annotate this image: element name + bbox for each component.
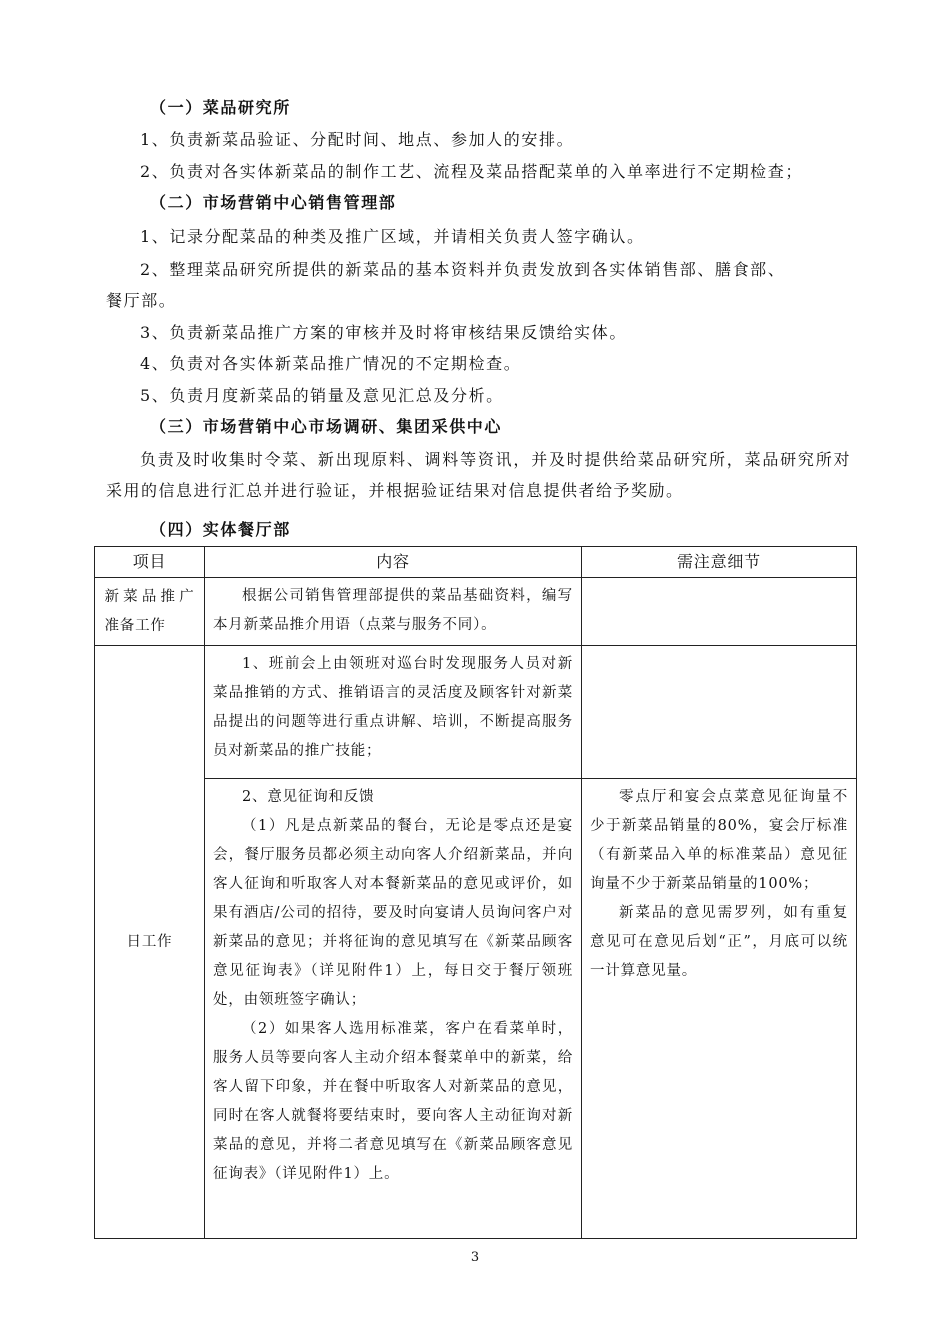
- page-number: 3: [470, 1250, 480, 1265]
- row-1-note: [582, 578, 857, 646]
- row-3-content-title: 2、意见征询和反馈: [242, 789, 375, 805]
- header-content: 内容: [205, 547, 582, 578]
- row-1-content: 根据公司销售管理部提供的菜品基础资料，编写本月新菜品推介用语（点菜与服务不同）。: [205, 578, 582, 646]
- section-2-item-2: 2、整理菜品研究所提供的新菜品的基本资料并负责发放到各实体销售部、膳食部、: [140, 260, 786, 279]
- row-3-content-p1: （1）凡是点新菜品的餐台，无论是零点还是宴会，餐厅服务员都必须主动向客人介绍新菜品，并向客人征询和听取客人对本餐新菜品的意见或评价，如果有酒店/公司的招待，要及时向宴请人员询问客户对新菜品的意见；并将征询的意见填写在《新菜品顾客意见征询表》（详见附件1）上，每日交于餐厅领班处，由领班签字确认；: [213, 818, 573, 1008]
- section-1-title: （一）菜品研究所: [150, 98, 291, 117]
- section-2-item-2-cont: 餐厅部。: [106, 291, 177, 310]
- restaurant-task-table: [94, 546, 857, 1239]
- section-2-title: （二）市场营销中心销售管理部: [150, 193, 397, 212]
- section-3-body: 负责及时收集时令菜、新出现原料、调料等资讯，并及时提供给菜品研究所，菜品研究所对采用的信息进行汇总并进行验证，并根据验证结果对信息提供者给予奖励。: [106, 450, 851, 500]
- table-row: [95, 578, 857, 646]
- header-notes: 需注意细节: [582, 547, 857, 578]
- row-3-content-p2: （2）如果客人选用标准菜，客户在看菜单时，服务人员等要向客人主动介绍本餐菜单中的新菜，给客人留下印象，并在餐中听取客人对新菜品的意见，同时在客人就餐将要结束时，要向客人主动征询对新菜品的意见，并将二者意见填写在《新菜品顾客意见征询表》（详见附件1）上。: [213, 1021, 573, 1182]
- row-2-note: [582, 646, 857, 779]
- section-1-item-1: 1、负责新菜品验证、分配时间、地点、参加人的安排。: [140, 130, 575, 149]
- row-3-content: [205, 779, 582, 1239]
- row-1-item: 新菜品推广准备工作: [95, 578, 205, 646]
- section-1-item-2: 2、负责对各实体新菜品的制作工艺、流程及菜品搭配菜单的入单率进行不定期检查；: [140, 162, 803, 181]
- table-row: [95, 646, 857, 779]
- table-row: [95, 779, 857, 1239]
- section-2-item-3: 3、负责新菜品推广方案的审核并及时将审核结果反馈给实体。: [140, 323, 627, 342]
- section-2-item-1: 1、记录分配菜品的种类及推广区域，并请相关负责人签字确认。: [140, 227, 645, 246]
- section-2-item-4: 4、负责对各实体新菜品推广情况的不定期检查。: [140, 354, 522, 373]
- table-header-row: [95, 547, 857, 578]
- header-item: 项目: [95, 547, 205, 578]
- row-3-note-p2: 新菜品的意见需罗列，如有重复意见可在意见后划“正”，月底可以统一计算意见量。: [590, 905, 848, 979]
- section-2-item-5: 5、负责月度新菜品的销量及意见汇总及分析。: [140, 386, 504, 405]
- row-3-note-p1: 零点厅和宴会点菜意见征询量不少于新菜品销量的80%，宴会厅标准（有新菜品入单的标准菜品）意见征询量不少于新菜品销量的100%；: [590, 789, 848, 892]
- row-2-content: 1、班前会上由领班对巡台时发现服务人员对新菜品推销的方式、推销语言的灵活度及顾客针对新菜品提出的问题等进行重点讲解、培训，不断提高服务员对新菜品的推广技能；: [205, 646, 582, 779]
- row-3-note: [582, 779, 857, 1239]
- section-3-title: （三）市场营销中心市场调研、集团采供中心: [150, 417, 503, 436]
- section-4-title: （四）实体餐厅部: [150, 520, 291, 539]
- daily-work-label: 日工作: [95, 646, 205, 1239]
